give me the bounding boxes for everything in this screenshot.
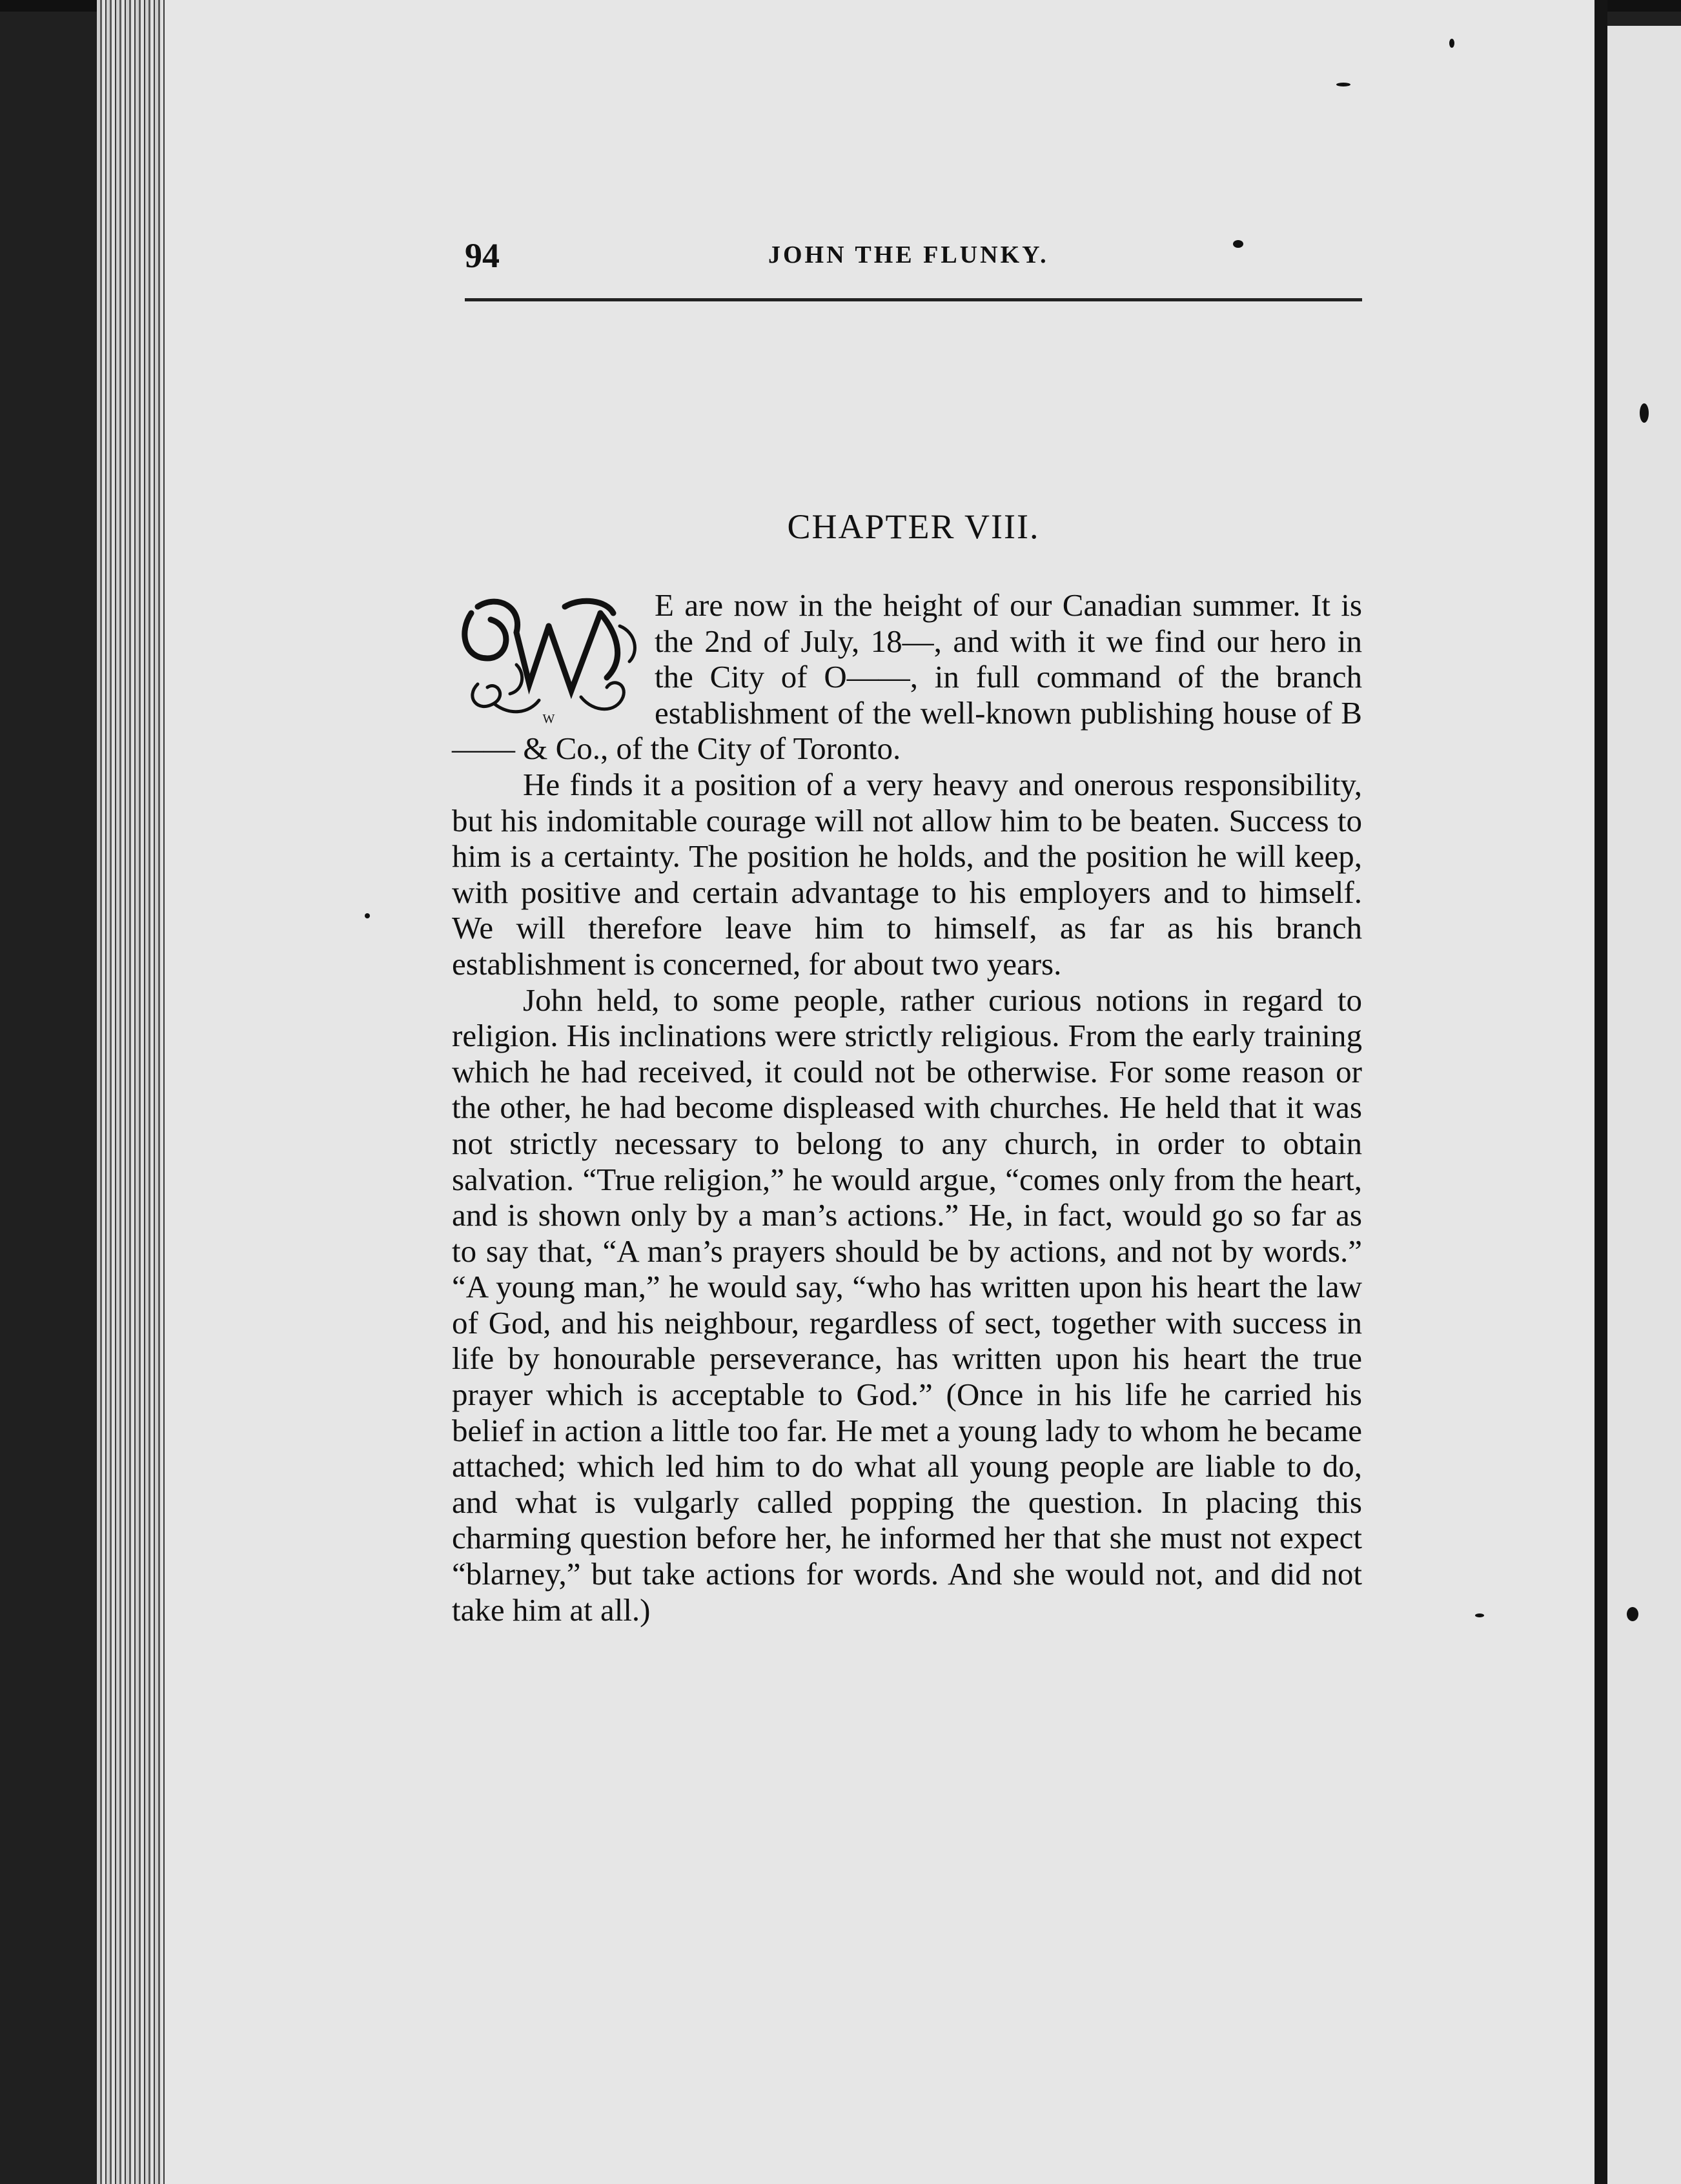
running-title: JOHN THE FLUNKY. xyxy=(768,241,1049,268)
paragraph: E are now in the height of our Canadian summer. It is the 2nd of July, 18—, and with it we find our hero in the City of O——, in full command of the branch establishment of the well-known publishing house of B—— & Co., of the City of Toronto. xyxy=(452,587,1362,767)
body-text xyxy=(452,587,1362,1628)
adjacent-page-sliver xyxy=(1607,26,1681,2184)
scan-speck xyxy=(1640,403,1649,423)
paragraph: He finds it a position of a very heavy and onerous responsibility, but his indomitable courage will not allow him to be beaten. Success to him is a certainty. The position he holds, and the position he will keep, with positive and certain advantage to his employers and to himself. We will therefore leave him to himself, as far as his branch establishment is concerned, for about two years. xyxy=(452,766,1362,982)
book-spine-gutter xyxy=(1594,0,1607,2184)
scan-speck xyxy=(1627,1607,1638,1621)
drop-cap-letter: W xyxy=(542,712,555,726)
paragraph: John held, to some people, rather curious notions in regard to religion. His inclinations were strictly religious. From the early training which he had received, it could not be otherwise. For some reason or the other, he had become displeased with churches. He held that it was not strictly necessary to belong to any church, in order to obtain salvation. “True religion,” he would argue, “comes only from the heart, and is shown only by a man’s actions.” He, in fact, would go so far as to say that, “A man’s prayers should be by actions, and not by words.” “A young man,” he would say, “who has written upon his heart the law of God, and his neighbour, regardless of sect, together with success in life by honourable perseverance, has written upon his heart the true prayer which is acceptable to God.” (Once in his life he carried his belief in action a little too far. He met a young lady to whom he became attached; which led him to do what all young people are liable to do, and what is vulgarly called popping the question. In placing this charming question before her, he informed her that she must not expect “blarney,” but take actions for words. And she would not, and did not take him at all.) xyxy=(452,982,1362,1628)
scan-speck xyxy=(365,913,370,918)
header-rule xyxy=(465,298,1362,301)
scan-speck xyxy=(1449,39,1454,48)
book-page-edges xyxy=(97,0,168,2184)
scan-speck xyxy=(1336,83,1350,86)
scan-speck xyxy=(1475,1613,1484,1617)
page-number: 94 xyxy=(465,236,500,275)
chapter-title: CHAPTER VIII. xyxy=(787,507,1040,546)
scan-speck xyxy=(1233,240,1243,248)
ornamental-drop-cap xyxy=(452,587,646,726)
page-header xyxy=(465,236,1362,287)
